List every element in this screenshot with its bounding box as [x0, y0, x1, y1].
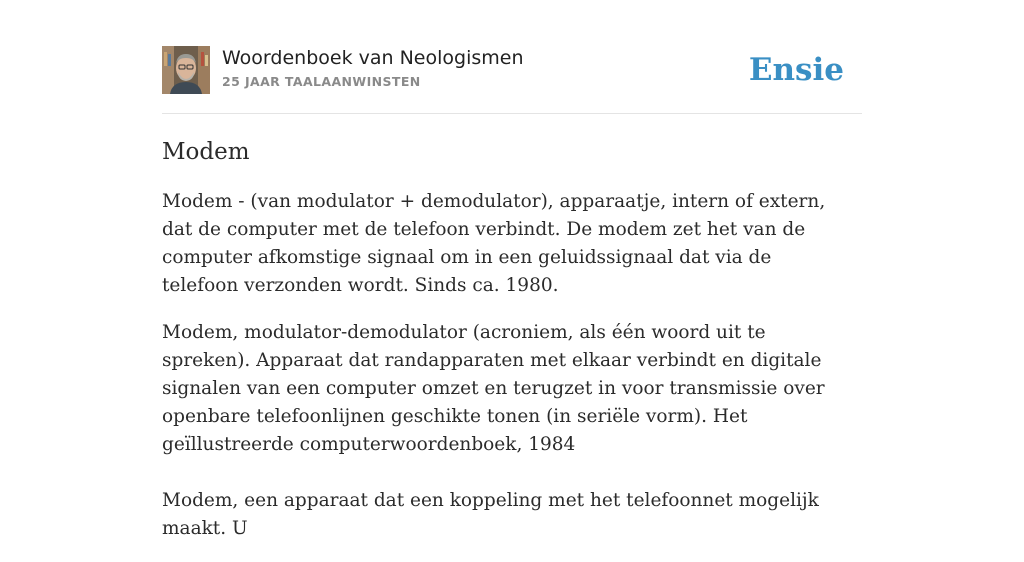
ensie-logo-link[interactable]: Ensie: [748, 52, 844, 88]
avatar-image: [162, 46, 210, 94]
header-divider: [162, 113, 862, 114]
author-portrait-icon[interactable]: [162, 46, 210, 94]
entry-title: Modem: [162, 139, 250, 165]
entry-paragraph: Modem, modulator-demodulator (acroniem, als één woord uit te spreken). Apparaat dat randapparaten met elkaar verbindt en digitale signalen van een computer omzet en terugzet in voor transmissie over openbare telefoonlijnen geschikte tonen (in seriële vorm). Het geïllustreerde computerwoordenboek, 1984: [162, 322, 825, 455]
source-header: [162, 46, 862, 96]
source-title[interactable]: Woordenboek van Neologismen: [222, 47, 524, 69]
source-subtitle: 25 JAAR TAALAANWINSTEN: [222, 74, 421, 89]
entry-content: [162, 136, 842, 562]
entry-paragraph: Modem, een apparaat dat een koppeling met het telefoonnet mogelijk maakt. U: [162, 490, 819, 539]
entry-paragraph: Modem - (van modulator + demodulator), apparaatje, intern of extern, dat de computer met de telefoon verbindt. De modem zet het van de computer afkomstige signaal om in een geluidssignaal dat via de telefoon verzonden wordt. Sinds ca. 1980.: [162, 191, 826, 296]
